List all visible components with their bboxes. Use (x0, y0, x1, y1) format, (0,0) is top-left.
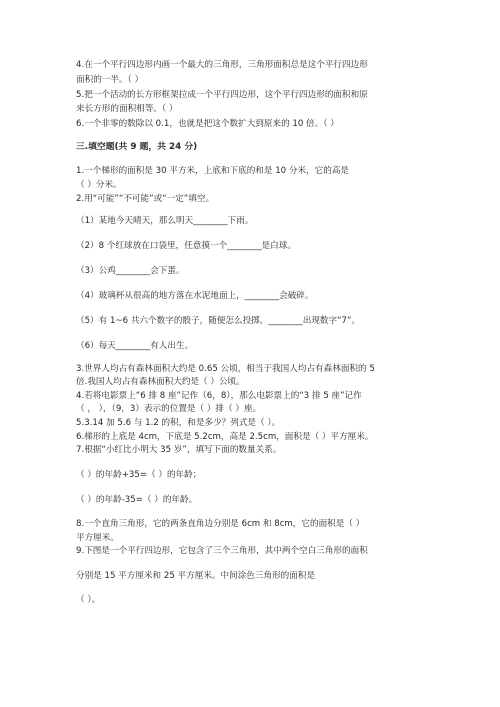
q5-line: 5.3.14 加 5.6 与 1.2 的积，和是多少？列式是（ ）。 (76, 418, 281, 428)
q9-answer-blank: （ ）。 (76, 595, 101, 605)
q2-intro: 2.用“可能”“不可能”或“一定”填空。 (76, 194, 215, 204)
q3-line-2: 倍.我国人均占有森林面积大约是（ ）公顷。 (76, 377, 245, 387)
tf-item-5-line-2: 来长方形的面积相等。（ ） (76, 104, 178, 114)
tf-item-5-line-1: 5.把一个活动的长方形框架拉成一个平行四边形，这个平行四边形的面积和原 (76, 90, 368, 100)
tf-item-4-line-1: 4.在一个平行四边形内画一个最大的三角形，三角形面积总是这个平行四边形 (76, 60, 368, 70)
q7-relation-1: （ ）的年龄+35=（ ）的年龄； (76, 470, 202, 480)
q6-line: 6.梯形的上底是 4cm，下底是 5.2cm，高是 2.5cm，面积是（ ）平方厘米。 (76, 432, 374, 442)
q2-item-6: （6）每天________有人出生。 (76, 341, 194, 351)
q8-line-2: 平方厘米。 (76, 533, 119, 543)
q4-line-1: 4.若将电影票上“6 排 8 座”记作（6，8），那么电影票上的“3 排 5 座”记作 (76, 391, 362, 401)
q2-item-1: （1）某地今天晴天，那么明天________下雨。 (76, 216, 254, 226)
q1-line-2: （ ）分米。 (76, 180, 122, 190)
q2-item-5: （5）有 1~6 共六个数字的骰子，随便怎么投掷，________出现数字“7”。 (76, 316, 361, 326)
q4-line-2: （ ， ），（9，3）表示的位置是（ ）排（ ）座。 (76, 404, 262, 414)
tf-item-4-line-2: 面积的一半。（ ） (76, 75, 144, 85)
section-title: 三.填空题(共 9 题，共 24 分) (76, 142, 198, 152)
q2-item-3: （3）公鸡________会下蛋。 (76, 266, 185, 276)
q9-line-2: 分别是 15 平方厘米和 25 平方厘米。中间涂色三角形的面积是 (76, 571, 316, 581)
q2-item-2: （2）8 个红球放在口袋里，任意摸一个________是白球。 (76, 241, 296, 251)
tf-item-6: 6.一个非零的数除以 0.1，也就是把这个数扩大到原来的 10 倍。（ ） (76, 119, 339, 129)
q2-item-4: （4）玻璃杯从很高的地方落在水泥地面上，________会破碎。 (76, 291, 314, 301)
q8-line-1: 8.一个直角三角形，它的两条直角边分别是 6cm 和 8cm，它的面积是（ ） (76, 519, 365, 529)
q1-line-1: 1.一个梯形的面积是 30 平方米，上底和下底的和是 10 分米，它的高是 (76, 166, 350, 176)
q9-line-1: 9.下图是一个平行四边形，它包含了三个三角形，其中两个空白三角形的面积 (76, 546, 368, 556)
q7-intro: 7.根据“小红比小明大 35 岁”，填写下面的数量关系。 (76, 445, 282, 455)
q3-line-1: 3.世界人均占有森林面积大约是 0.65 公顷，相当于我国人均占有森林面积的 5 (76, 364, 375, 374)
q7-relation-2: （ ）的年龄-35=（ ）的年龄。 (76, 495, 198, 505)
